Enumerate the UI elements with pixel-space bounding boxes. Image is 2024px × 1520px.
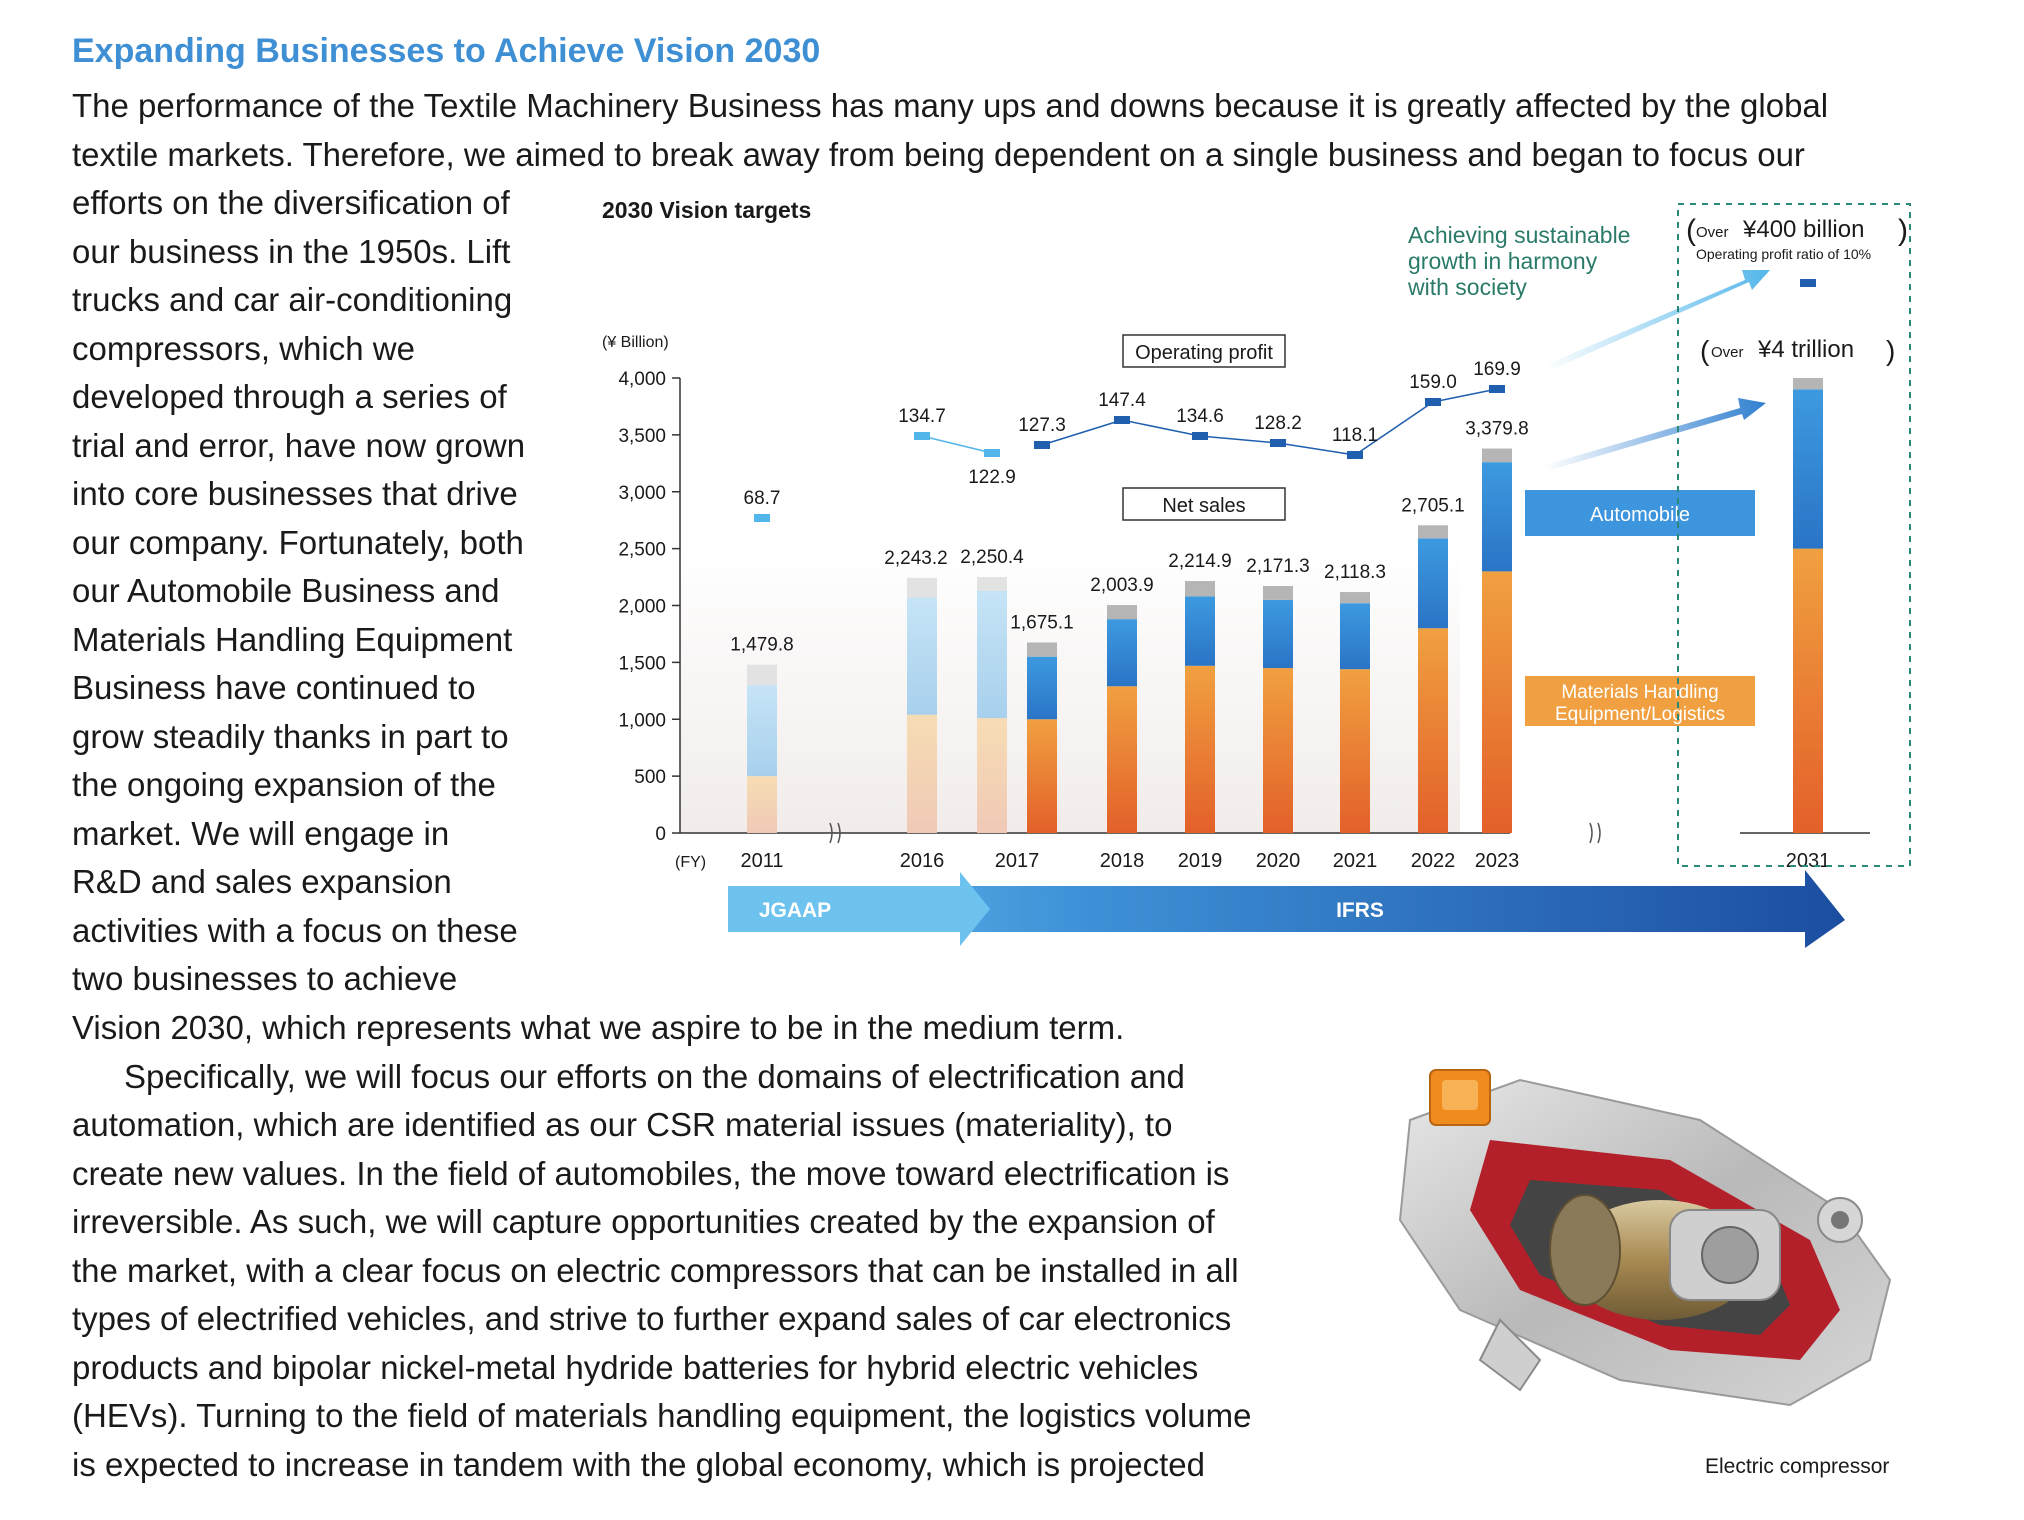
bar-automobile <box>907 598 937 715</box>
x-tick-label: 2031 <box>1785 850 1831 872</box>
net-sales-label: 2,003.9 <box>1090 575 1154 597</box>
target-profit-prefix: Over <box>1696 224 1729 241</box>
op-marker <box>1270 439 1286 447</box>
net-sales-label: 2,171.3 <box>1246 556 1310 578</box>
body-text-line: types of electrified vehicles, and strive to further expand sales of car electronics <box>72 1300 1232 1337</box>
body-text-line: Specifically, we will focus our efforts on the domains of electrification and <box>124 1057 1185 1095</box>
body-text-line: (HEVs). Turning to the field of materials handling equipment, the logistics volume <box>72 1397 1252 1434</box>
target-profit-sub: Operating profit ratio of 10% <box>1696 246 1872 262</box>
segment-label-automobile: Automobile <box>1589 504 1691 526</box>
bar-materials-handling <box>1482 571 1512 833</box>
x-tick-label: 2019 <box>1177 850 1223 872</box>
legend-operating-profit: Operating profit <box>1135 342 1273 364</box>
bracket-open: ( <box>1700 335 1710 366</box>
y-tick-label: 4,000 <box>618 369 666 390</box>
bar-other <box>1027 642 1057 656</box>
x-tick-label: 2017 <box>994 850 1040 872</box>
bar-automobile <box>977 591 1007 718</box>
op-line-jgaap <box>922 436 992 453</box>
bar-automobile <box>1793 389 1823 548</box>
body-text-line: automation, which are identified as our CSR material issues (materiality), to <box>72 1106 1173 1143</box>
body-text-line: into core businesses that drive <box>72 475 518 512</box>
bar-materials-handling <box>1340 669 1370 833</box>
body-text-line: compressors, which we <box>72 329 415 367</box>
axis-break <box>1590 823 1600 843</box>
net-sales-label: 2,118.3 <box>1324 562 1386 584</box>
left-column-paragraph <box>72 179 525 1004</box>
bar-automobile <box>1107 619 1137 686</box>
body-text-line: The performance of the Textile Machinery Business has many ups and downs because it is greatly affected by the global <box>72 87 1829 124</box>
x-tick-label: 2022 <box>1410 850 1456 872</box>
op-value-label: 68.7 <box>743 488 781 509</box>
bar-materials-handling <box>1263 668 1293 833</box>
bar-materials-handling <box>907 715 937 833</box>
sales-trend-arrow <box>1545 398 1766 471</box>
target-profit-value: ¥400 billion <box>1743 216 1865 243</box>
body-text-line: trial and error, have now grown <box>72 426 526 464</box>
x-tick-label: 2018 <box>1099 850 1145 872</box>
body-text-line: R&D and sales expansion <box>72 863 452 900</box>
target-note-line: Achieving sustainable <box>1408 222 1631 248</box>
x-tick-label: 2021 <box>1332 850 1378 872</box>
bar-automobile <box>1340 603 1370 669</box>
y-tick-label: 2,500 <box>618 539 666 561</box>
photo-caption: Electric compressor <box>1705 1455 1890 1478</box>
vision-2030-chart <box>580 190 1920 970</box>
body-text-line: create new values. In the field of automobiles, the move toward electrification is <box>72 1154 1230 1192</box>
op-value-label: 134.7 <box>898 406 946 427</box>
op-marker <box>1347 451 1363 459</box>
chart-title: 2030 Vision targets <box>602 197 812 223</box>
bar-materials-handling <box>1793 549 1823 833</box>
bar-automobile <box>1027 657 1057 720</box>
op-value-label: 147.4 <box>1098 390 1146 411</box>
bar-other <box>977 577 1007 591</box>
bar-automobile <box>1185 596 1215 665</box>
op-value-label: 122.9 <box>968 467 1016 488</box>
bar-other <box>1482 449 1512 463</box>
op-marker <box>1192 432 1208 440</box>
body-text-line: developed through a series of <box>72 378 507 415</box>
body-text-line: the ongoing expansion of the <box>72 766 496 803</box>
y-tick-label: 1,500 <box>618 653 666 675</box>
op-value-label: 134.6 <box>1176 406 1224 427</box>
body-text-line: Business have continued to <box>72 669 476 706</box>
body-text-line: irreversible. As such, we will capture opportunities created by the expansion of <box>72 1203 1215 1240</box>
body-text-line: two businesses to achieve <box>72 960 458 997</box>
bracket-open: ( <box>1686 214 1696 247</box>
op-marker <box>754 514 770 522</box>
bar-materials-handling <box>1107 686 1137 833</box>
bar-other <box>1793 378 1823 389</box>
body-text-line: market. We will engage in <box>72 814 450 852</box>
net-sales-label: 2,214.9 <box>1168 551 1232 573</box>
body-text-line: trucks and car air-conditioning <box>72 281 513 318</box>
op-value-label: 118.1 <box>1331 425 1379 446</box>
legend-net-sales: Net sales <box>1162 495 1246 517</box>
bar-automobile <box>1482 462 1512 571</box>
body-text-line: efforts on the diversification of <box>72 184 510 221</box>
body-text-line: is expected to increase in tandem with the global economy, which is projected <box>72 1445 1206 1483</box>
electric-compressor-photo <box>1370 1060 1910 1440</box>
jgaap-label: JGAAP <box>758 899 832 922</box>
y-tick-label: 0 <box>655 824 666 845</box>
op-marker <box>984 449 1000 457</box>
op-marker <box>1114 416 1130 424</box>
body-text-line: grow steadily thanks in part to <box>72 717 509 755</box>
net-sales-label: 3,379.8 <box>1465 418 1529 440</box>
op-marker <box>914 432 930 440</box>
net-sales-label: 2,243.2 <box>884 547 948 569</box>
section-heading: Expanding Businesses to Achieve Vision 2030 <box>72 32 821 70</box>
x-axis-unit: (FY) <box>675 854 707 871</box>
y-tick-label: 3,500 <box>618 425 666 447</box>
y-tick-label: 500 <box>634 767 666 789</box>
y-tick-label: 2,000 <box>618 596 666 618</box>
body-text-line: textile markets. Therefore, we aimed to break away from being dependent on a single business and began to focus our <box>72 135 1805 173</box>
op-value-label: 159.0 <box>1409 372 1457 393</box>
target-note-line: growth in harmony <box>1408 248 1598 274</box>
bar-other <box>1185 581 1215 596</box>
op-marker <box>1800 279 1816 287</box>
intro-paragraph <box>72 82 1828 179</box>
net-sales-label: 1,675.1 <box>1010 612 1074 634</box>
x-tick-label: 2023 <box>1474 850 1520 872</box>
x-tick-label: 2020 <box>1255 850 1301 872</box>
body-text-line: products and bipolar nickel-metal hydride batteries for hybrid electric vehicles <box>72 1348 1199 1386</box>
op-value-label: 169.9 <box>1473 359 1521 380</box>
x-tick-label: 2016 <box>899 850 945 872</box>
body-text-line: activities with a focus on these <box>72 911 518 949</box>
bar-materials-handling <box>1185 666 1215 833</box>
net-sales-label: 2,705.1 <box>1401 495 1465 517</box>
bar-other <box>1418 525 1448 538</box>
ifrs-label: IFRS <box>1336 899 1384 922</box>
bar-automobile <box>1418 538 1448 628</box>
op-value-label: 127.3 <box>1018 415 1066 436</box>
x-tick-label: 2011 <box>740 850 784 872</box>
bar-automobile <box>1263 600 1293 668</box>
op-marker <box>1489 385 1505 393</box>
y-tick-label: 3,000 <box>618 482 666 504</box>
bar-materials-handling <box>977 718 1007 833</box>
body-text-line: Materials Handling Equipment <box>72 620 513 658</box>
bar-materials-handling <box>1418 628 1448 833</box>
bar-other <box>1340 592 1370 603</box>
bar-automobile <box>747 685 777 776</box>
net-sales-label: 1,479.8 <box>730 634 794 656</box>
net-sales-label: 2,250.4 <box>960 547 1024 569</box>
op-marker <box>1034 441 1050 449</box>
bar-materials-handling <box>747 776 777 833</box>
op-line-ifrs <box>1200 436 1278 443</box>
bracket-close: ) <box>1886 335 1896 366</box>
target-note-line: with society <box>1408 274 1527 300</box>
y-axis-unit: (¥ Billion) <box>602 334 669 351</box>
body-text-line: Vision 2030, which represents what we aspire to be in the medium term. <box>72 1009 1125 1046</box>
op-value-label: 128.2 <box>1254 413 1302 434</box>
body-text-line: our Automobile Business and <box>72 572 500 609</box>
y-tick-label: 1,000 <box>618 710 666 732</box>
body-text-line: the market, with a clear focus on electric compressors that can be installed in all <box>72 1251 1239 1289</box>
segment-label-mh-2: Equipment/Logistics <box>1554 704 1726 725</box>
segment-label-mh-1: Materials Handling <box>1561 682 1719 703</box>
bracket-close: ) <box>1898 214 1908 247</box>
bar-materials-handling <box>1027 719 1057 833</box>
body-paragraph <box>72 1004 1251 1489</box>
bar-other <box>747 665 777 685</box>
target-sales-prefix: Over <box>1711 344 1744 361</box>
bar-other <box>907 578 937 598</box>
bar-other <box>1263 586 1293 600</box>
op-marker <box>1425 398 1441 406</box>
body-text-line: our company. Fortunately, both <box>72 523 524 561</box>
target-sales-value: ¥4 trillion <box>1758 336 1855 363</box>
body-text-line: our business in the 1950s. Lift <box>72 232 511 270</box>
bar-other <box>1107 605 1137 619</box>
